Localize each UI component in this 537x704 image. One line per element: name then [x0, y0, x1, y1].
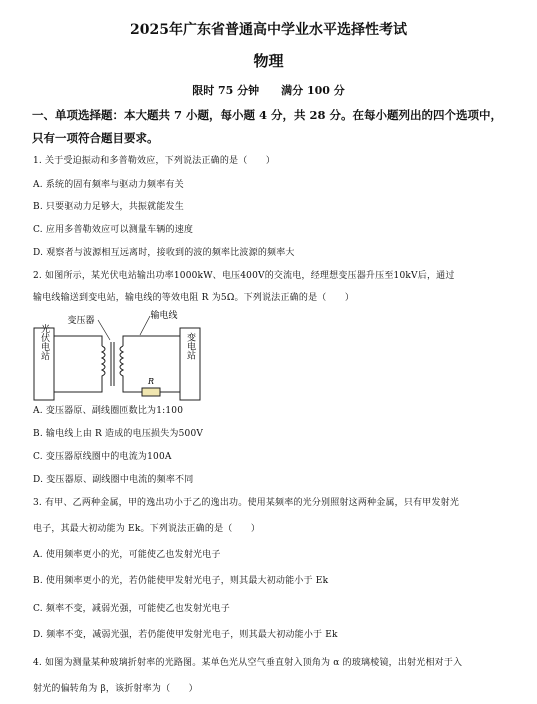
section-heading-line2: 只有一项符合题目要求。 — [32, 131, 159, 145]
transmission-line-label: 输电线 — [150, 311, 178, 321]
q1-option-d: D. 观察者与波源相互远离时，接收到的波的频率比波源的频率大 — [33, 248, 295, 258]
section-heading-line1: 一、单项选择题：本大题共 7 小题，每小题 4 分，共 28 分。在每小题列出的四个选项中， — [32, 108, 503, 122]
q3-option-a: A. 使用频率更小的光，可能使乙也发射光电子 — [33, 550, 221, 560]
q4-stem-line2: 射光的偏转角为 β，该折射率为（ ） — [33, 684, 198, 694]
q2-option-a: A. 变压器原、副线圈匝数比为1:100 — [33, 406, 184, 416]
line-top-wire — [123, 336, 180, 346]
q1-option-a: A. 系统的固有频率与驱动力频率有关 — [33, 180, 184, 190]
substation-label: 变电站 — [185, 332, 195, 360]
subject-title: 物理 — [253, 52, 284, 70]
transformer-leader — [98, 320, 110, 340]
q3-option-d: D. 频率不变，减弱光强，若仍能使甲发射光电子，则其最大初动能小于 Ek — [33, 630, 338, 640]
transmission-line-leader — [140, 316, 150, 335]
primary-top-wire — [54, 336, 102, 346]
q2-option-b: B. 输电线上由 R 造成的电压损失为500V — [33, 429, 204, 439]
q1-stem: 1. 关于受迫振动和多普勒效应，下列说法正确的是（ ） — [33, 156, 276, 166]
q2-option-d: D. 变压器原、副线圈中电流的频率不同 — [33, 475, 194, 485]
pv-station-label: 光伏电站 — [39, 324, 49, 360]
q2-stem-line2: 输电线输送到变电站，输电线的等效电阻 R 为5Ω。下列说法正确的是（ ） — [33, 293, 355, 303]
primary-bottom-wire — [54, 382, 102, 392]
q2-option-c: C. 变压器原线圈中的电流为100A — [33, 452, 172, 462]
q2-circuit-figure — [30, 306, 210, 406]
q3-option-c: C. 频率不变，减弱光强，可能使乙也发射光电子 — [33, 604, 230, 614]
q1-option-c: C. 应用多普勒效应可以测量车辆的速度 — [33, 225, 194, 235]
q3-option-b: B. 使用频率更小的光，若仍能使甲发射光电子，则其最大初动能小于 Ek — [33, 576, 329, 586]
q1-option-b: B. 只要驱动力足够大，共振就能发生 — [33, 202, 184, 212]
resistor-label: R — [147, 377, 155, 386]
resistor-r — [142, 388, 160, 396]
q2-stem-line1: 2. 如图所示，某光伏电站输出功率1000kW、电压400V的交流电，经理想变压器升压至10kV后，通过 — [33, 271, 455, 281]
q4-stem-line1: 4. 如图为测量某种玻璃折射率的光路图。某单色光从空气垂直射入顶角为 α 的玻璃棱镜，出射光相对于入 — [33, 658, 463, 668]
q3-stem-line1: 3. 有甲、乙两种金属，甲的逸出功小于乙的逸出功。使用某频率的光分别照射这两种金属，只有甲发射光 — [33, 498, 460, 508]
line-bottom-wire-a — [123, 382, 142, 392]
q3-stem-line2: 电子，其最大初动能为 Ek。下列说法正确的是（ ） — [33, 524, 261, 534]
secondary-coil — [120, 346, 123, 382]
primary-coil — [102, 346, 105, 382]
exam-title: 2025年广东省普通高中学业水平选择性考试 — [130, 22, 407, 38]
transformer-label: 变压器 — [67, 316, 95, 326]
exam-meta: 限时 75 分钟 满分 100 分 — [192, 84, 345, 97]
